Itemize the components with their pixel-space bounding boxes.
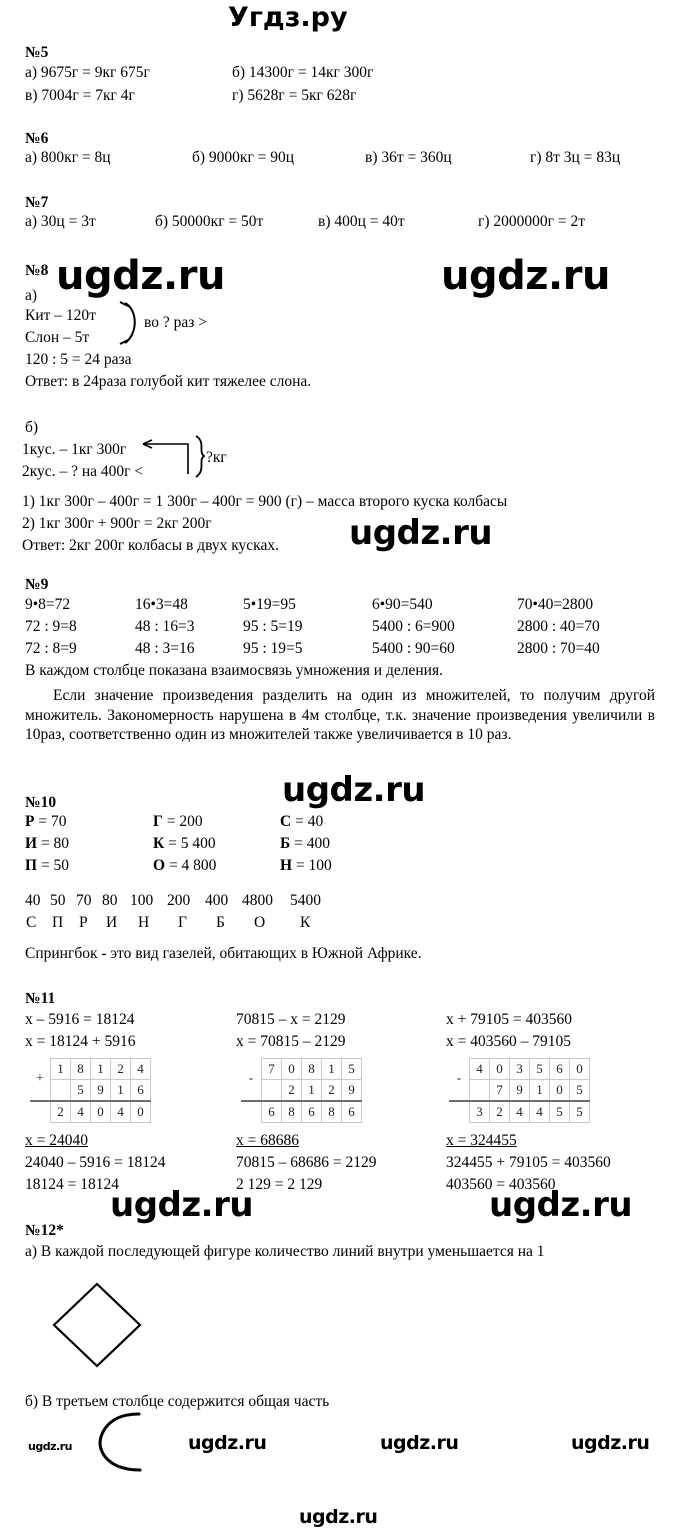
task8b-step1: 1) 1кг 300г – 400г = 1 300г – 400г = 900 (г) – масса второго куска колбасы bbox=[22, 493, 508, 510]
task6-item-c: в) 36т = 360ц bbox=[365, 149, 452, 166]
task8b-arrow-and-brace bbox=[128, 434, 218, 482]
cell: 3 bbox=[470, 1101, 490, 1123]
task11-p2-check2: 2 129 = 2 129 bbox=[236, 1176, 323, 1193]
cell: 4 bbox=[111, 1101, 131, 1123]
task11-p1-check2: 18124 = 18124 bbox=[25, 1176, 119, 1193]
task-number-5: №5 bbox=[25, 44, 49, 61]
task10-key-letter-3: Р bbox=[79, 914, 88, 931]
site-watermark: ugdz.ru bbox=[282, 770, 426, 810]
task10-key-num-8: 4800 bbox=[242, 892, 273, 909]
task8b-brace-label: ?кг bbox=[206, 449, 227, 466]
cell: 6 bbox=[342, 1101, 362, 1123]
task11-p1-column-calculation bbox=[30, 1058, 151, 1123]
task11-p1-check1: 24040 – 5916 = 18124 bbox=[25, 1154, 166, 1171]
cell: 9 bbox=[342, 1080, 362, 1102]
task10-key-letter-7: Б bbox=[216, 914, 225, 931]
task10-key-letter-2: П bbox=[52, 914, 64, 931]
site-watermark: ugdz.ru bbox=[28, 1440, 72, 1453]
cell: 5 bbox=[342, 1059, 362, 1080]
cell bbox=[51, 1080, 71, 1102]
task11-p3-eq1: х + 79105 = 403560 bbox=[446, 1011, 572, 1028]
cell: 0 bbox=[550, 1080, 570, 1102]
task9-col1-row3: 72 : 8=9 bbox=[25, 640, 77, 657]
cell: 1 bbox=[322, 1059, 342, 1080]
task9-col5-row1: 70•40=2800 bbox=[517, 596, 594, 613]
cell: 4 bbox=[530, 1101, 550, 1123]
task10-key-num-6: 200 bbox=[167, 892, 191, 909]
cell: 4 bbox=[510, 1101, 530, 1123]
site-watermark-header: Угдз.ру bbox=[228, 2, 348, 33]
task8a-calculation: 120 : 5 = 24 раза bbox=[25, 351, 132, 368]
task10-letter-s: С = 40 bbox=[280, 813, 324, 830]
task10-letter-n: Н = 100 bbox=[280, 857, 332, 874]
task11-p1-result: х = 24040 bbox=[25, 1132, 88, 1149]
task11-p2-column-calculation bbox=[241, 1058, 362, 1123]
task5-line1-a: а) 9675г = 9кг 675г bbox=[25, 64, 150, 81]
task10-key-num-9: 5400 bbox=[290, 892, 321, 909]
cell: 2 bbox=[51, 1101, 71, 1123]
cell: 4 bbox=[131, 1059, 151, 1080]
cell: 1 bbox=[530, 1080, 550, 1102]
cell: 1 bbox=[302, 1080, 322, 1102]
cell: 5 bbox=[570, 1101, 590, 1123]
task7-item-b: б) 50000кг = 50т bbox=[155, 213, 264, 230]
cell-empty bbox=[241, 1101, 262, 1123]
task10-key-letter-1: С bbox=[26, 914, 37, 931]
task9-note: В каждом столбце показана взаимосвязь умножения и деления. bbox=[25, 662, 443, 679]
task9-col3-row2: 95 : 5=19 bbox=[243, 618, 303, 635]
task10-key-letter-8: О bbox=[254, 914, 266, 931]
task11-p3-check1: 324455 + 79105 = 403560 bbox=[446, 1154, 611, 1171]
cell: 1 bbox=[91, 1059, 111, 1080]
cell: 2 bbox=[490, 1101, 510, 1123]
cell: 0 bbox=[91, 1101, 111, 1123]
task7-item-d: г) 2000000г = 2т bbox=[478, 213, 586, 230]
task11-p2-operator: - bbox=[248, 1071, 254, 1087]
cell: 8 bbox=[302, 1059, 322, 1080]
cell: 4 bbox=[71, 1101, 91, 1123]
task10-key-num-2: 50 bbox=[50, 892, 66, 909]
task9-col1-row2: 72 : 9=8 bbox=[25, 618, 77, 635]
task-number-11: №11 bbox=[25, 990, 56, 1007]
cell: 0 bbox=[131, 1101, 151, 1123]
cell: 6 bbox=[302, 1101, 322, 1123]
task8b-row1: 1кус. – 1кг 300г bbox=[22, 441, 127, 458]
task9-col4-row2: 5400 : 6=900 bbox=[372, 618, 455, 635]
arc-figure bbox=[92, 1408, 152, 1478]
site-watermark: ugdz.ru bbox=[299, 1506, 378, 1528]
task9-col5-row2: 2800 : 40=70 bbox=[517, 618, 600, 635]
cell: 0 bbox=[490, 1059, 510, 1080]
cell: 8 bbox=[322, 1101, 342, 1123]
cell: 5 bbox=[530, 1059, 550, 1080]
task8-part-a-label: а) bbox=[25, 287, 38, 304]
task10-key-num-3: 70 bbox=[76, 892, 92, 909]
cell: 5 bbox=[570, 1080, 590, 1102]
task-number-9: №9 bbox=[25, 576, 49, 593]
task5-line1-b: б) 14300г = 14кг 300г bbox=[232, 64, 374, 81]
task9-col2-row2: 48 : 16=3 bbox=[135, 618, 195, 635]
cell: 6 bbox=[550, 1059, 570, 1080]
site-watermark: ugdz.ru bbox=[188, 1432, 267, 1454]
task8b-answer: Ответ: 2кг 200г колбасы в двух кусках. bbox=[22, 537, 279, 554]
task10-letter-r: Р = 70 bbox=[25, 813, 67, 830]
task8a-row1: Кит – 120т bbox=[25, 307, 96, 324]
task10-letter-g: Г = 200 bbox=[153, 813, 203, 830]
task12-part-a-text: а) В каждой последующей фигуре количество линий внутри уменьшается на 1 bbox=[25, 1243, 545, 1260]
site-watermark: ugdz.ru bbox=[380, 1432, 459, 1454]
task10-letter-b: Б = 400 bbox=[280, 835, 330, 852]
cell: 8 bbox=[71, 1059, 91, 1080]
rhombus-figure bbox=[50, 1278, 150, 1372]
task11-p3-eq2: х = 403560 – 79105 bbox=[446, 1033, 571, 1050]
task9-col2-row1: 16•3=48 bbox=[135, 596, 188, 613]
task9-col4-row3: 5400 : 90=60 bbox=[372, 640, 455, 657]
cell: 2 bbox=[282, 1080, 302, 1102]
task10-letter-i: И = 80 bbox=[25, 835, 70, 852]
task8a-brace bbox=[116, 300, 156, 348]
site-watermark: ugdz.ru bbox=[489, 1185, 633, 1225]
task6-item-d: г) 8т 3ц = 83ц bbox=[530, 149, 621, 166]
cell: 5 bbox=[550, 1101, 570, 1123]
cell: 5 bbox=[71, 1080, 91, 1102]
task11-p2-check1: 70815 – 68686 = 2129 bbox=[236, 1154, 377, 1171]
cell: 0 bbox=[282, 1059, 302, 1080]
task10-key-letter-4: И bbox=[106, 914, 118, 931]
site-watermark: ugdz.ru bbox=[349, 513, 493, 553]
cell: 2 bbox=[111, 1059, 131, 1080]
task7-item-a: а) 30ц = 3т bbox=[25, 213, 96, 230]
task8a-answer: Ответ: в 24раза голубой кит тяжелее слона. bbox=[25, 373, 312, 390]
task8a-brace-label: во ? раз > bbox=[144, 314, 207, 331]
task10-key-num-4: 80 bbox=[102, 892, 118, 909]
task-number-10: №10 bbox=[25, 794, 57, 811]
cell: 3 bbox=[510, 1059, 530, 1080]
task10-letter-k: К = 5 400 bbox=[153, 835, 216, 852]
task-number-8: №8 bbox=[25, 262, 49, 279]
task11-p1-operator: + bbox=[36, 1071, 44, 1087]
task9-col4-row1: 6•90=540 bbox=[372, 596, 433, 613]
task8a-row2: Слон – 5т bbox=[25, 329, 90, 346]
cell: 0 bbox=[570, 1059, 590, 1080]
task10-key-num-5: 100 bbox=[130, 892, 154, 909]
task10-key-num-7: 400 bbox=[205, 892, 229, 909]
task9-col2-row3: 48 : 3=16 bbox=[135, 640, 195, 657]
task11-p2-eq1: 70815 – х = 2129 bbox=[236, 1011, 346, 1028]
cell: 6 bbox=[262, 1101, 282, 1123]
cell: 4 bbox=[470, 1059, 490, 1080]
task8-part-b-label: б) bbox=[25, 419, 39, 436]
site-watermark: ugdz.ru bbox=[571, 1432, 650, 1454]
task9-col5-row3: 2800 : 70=40 bbox=[517, 640, 600, 657]
task12-part-b-text: б) В третьем столбце содержится общая часть bbox=[25, 1393, 330, 1410]
cell bbox=[470, 1080, 490, 1102]
cell: 1 bbox=[51, 1059, 71, 1080]
task10-key-num-1: 40 bbox=[25, 892, 41, 909]
task10-key-letter-9: К bbox=[300, 914, 311, 931]
cell: 2 bbox=[322, 1080, 342, 1102]
cell: 8 bbox=[282, 1101, 302, 1123]
task9-explanation: Если значение произведения разделить на один из множителей, то получим другой множитель. Закономерность нарушена в 4м столбце, т.к. значение произведения увеличили в 10раз, соответственно один из множителей также увеличивается в 10 раз. bbox=[25, 687, 655, 743]
task11-p1-eq1: х – 5916 = 18124 bbox=[25, 1011, 135, 1028]
task7-item-c: в) 400ц = 40т bbox=[318, 213, 405, 230]
site-watermark: ugdz.ru bbox=[441, 253, 610, 299]
task11-p2-result: х = 68686 bbox=[236, 1132, 299, 1149]
task11-p3-column-calculation bbox=[449, 1058, 590, 1123]
task9-col3-row3: 95 : 19=5 bbox=[243, 640, 303, 657]
task6-item-a: а) 800кг = 8ц bbox=[25, 149, 111, 166]
task11-p3-operator: - bbox=[456, 1071, 462, 1087]
cell: 9 bbox=[91, 1080, 111, 1102]
task10-key-letter-6: Г bbox=[178, 914, 187, 931]
site-watermark: ugdz.ru bbox=[56, 253, 225, 299]
task8b-step2: 2) 1кг 300г + 900г = 2кг 200г bbox=[22, 515, 212, 532]
task9-col3-row1: 5•19=95 bbox=[243, 596, 296, 613]
cell: 6 bbox=[131, 1080, 151, 1102]
task10-conclusion: Спрингбок - это вид газелей, обитающих в Южной Африке. bbox=[25, 945, 422, 962]
task5-line2-a: в) 7004г = 7кг 4г bbox=[25, 87, 135, 104]
task10-key-letter-5: Н bbox=[138, 914, 150, 931]
task-number-12: №12* bbox=[25, 1222, 64, 1239]
task10-letter-o: О = 4 800 bbox=[153, 857, 217, 874]
cell: 7 bbox=[262, 1059, 282, 1080]
cell bbox=[262, 1080, 282, 1102]
task6-item-b: б) 9000кг = 90ц bbox=[192, 149, 295, 166]
cell: 1 bbox=[111, 1080, 131, 1102]
cell-empty bbox=[30, 1101, 51, 1123]
task11-p1-eq2: х = 18124 + 5916 bbox=[25, 1033, 136, 1050]
task-number-7: №7 bbox=[25, 194, 49, 211]
site-watermark: ugdz.ru bbox=[110, 1185, 254, 1225]
cell: 9 bbox=[510, 1080, 530, 1102]
task11-p2-eq2: х = 70815 – 2129 bbox=[236, 1033, 346, 1050]
task5-line2-b: г) 5628г = 5кг 628г bbox=[232, 87, 357, 104]
task10-letter-p: П = 50 bbox=[25, 857, 70, 874]
cell-empty bbox=[449, 1101, 470, 1123]
task9-col1-row1: 9•8=72 bbox=[25, 596, 71, 613]
task11-p3-result: х = 324455 bbox=[446, 1132, 517, 1149]
cell: 7 bbox=[490, 1080, 510, 1102]
task11-p3-check2: 403560 = 403560 bbox=[446, 1176, 556, 1193]
task-number-6: №6 bbox=[25, 130, 49, 147]
task8b-row2: 2кус. – ? на 400г < bbox=[22, 463, 144, 480]
